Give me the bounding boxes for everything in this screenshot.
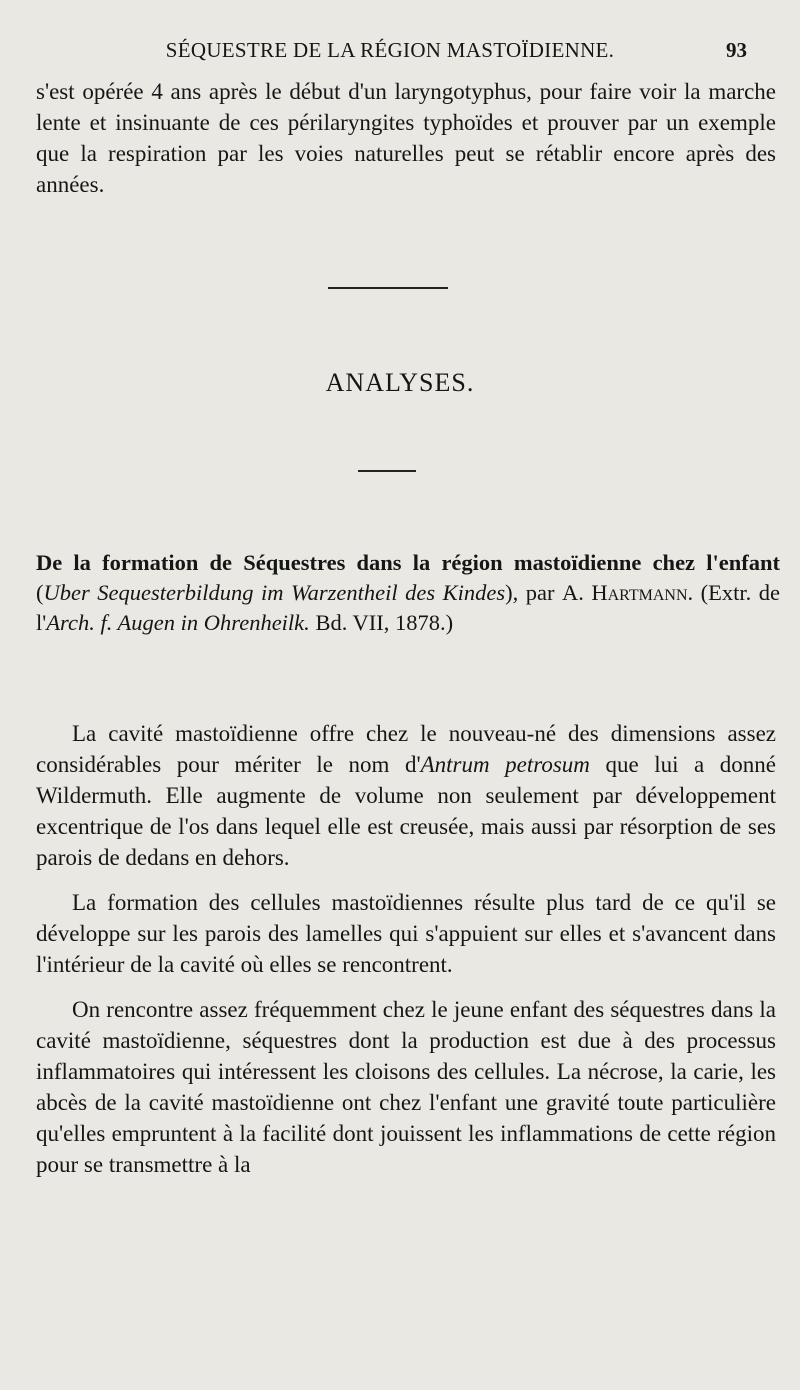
body-paragraph-2 [36,887,776,980]
paragraph-1-text-b: que lui a donné Wildermuth. Elle augmente de volume non seulement par développement excentrique de l'os dans lequel elle est creusée, mais aussi par résorption de ses parois de dedans en dehors. [36,752,777,870]
body-paragraph-3 [36,994,776,1180]
article-title-main: De la formation de Séquestres dans la région mastoïdienne chez l'enfant [36,550,780,575]
article-title: De la formation de Séquestres dans la région mastoïdienne chez l'enfant (Uber Sequesterbildung im Warzentheil des Kindes), par A. Hartmann. (Extr. de l'Arch. f. Augen in Ohrenheilk. Bd. VII, 1878.) [36,550,781,635]
intro-text: s'est opérée 4 ans après le début d'un laryngotyphus, pour faire voir la marche lente et insinuante de ces périlaryngites typhoïdes et prouver par un exemple que la respiration par les voies naturelles peut se rétablir encore après des années. [36,79,776,197]
paragraph-1-text-a: La cavité mastoïdienne offre chez le nouveau-né des dimensions assez considérables pour mériter le nom d' [36,721,776,777]
article-body [36,718,776,1180]
article-extract-prefix: Extr. de l' [36,580,781,635]
article-author: A. Hartmann. [561,580,694,605]
page-number: 93 [726,38,747,62]
article-volume: Bd. VII, 1878. [315,610,446,635]
body-paragraph-1 [36,718,776,873]
paragraph-2-text: La formation des cellules mastoïdiennes résulte plus tard de ce qu'il se développe sur les parois des lamelles qui s'appuient sur elles et s'avancent dans l'intérieur de la cavité où elles se rencontrent. [36,890,776,977]
article-journal: Arch. f. Augen in Ohrenheilk. [46,610,310,635]
short-rule [358,470,416,472]
paragraph-1-emphasis: Antrum petrosum [420,752,590,777]
article-by: par [525,580,555,605]
running-title: SÉQUESTRE DE LA RÉGION MASTOÏDIENNE. [165,38,615,62]
section-heading: ANALYSES. [325,368,475,397]
paragraph-3-text: On rencontre assez fréquemment chez le jeune enfant des séquestres dans la cavité mastoïdienne, séquestres dont la production est due à des processus inflammatoires qui intéressent les cloisons des cellules. La nécrose, la carie, les abcès de la cavité mastoïdienne ont chez l'enfant une gravité toute particulière qu'elles empruntent à la facilité dont jouissent les inflammations de cette région pour se transmettre à la [36,997,776,1177]
separator-rule [328,287,448,289]
intro-paragraph [36,76,776,200]
article-title-foreign: Uber Sequesterbildung im Warzentheil des Kindes [43,580,506,605]
